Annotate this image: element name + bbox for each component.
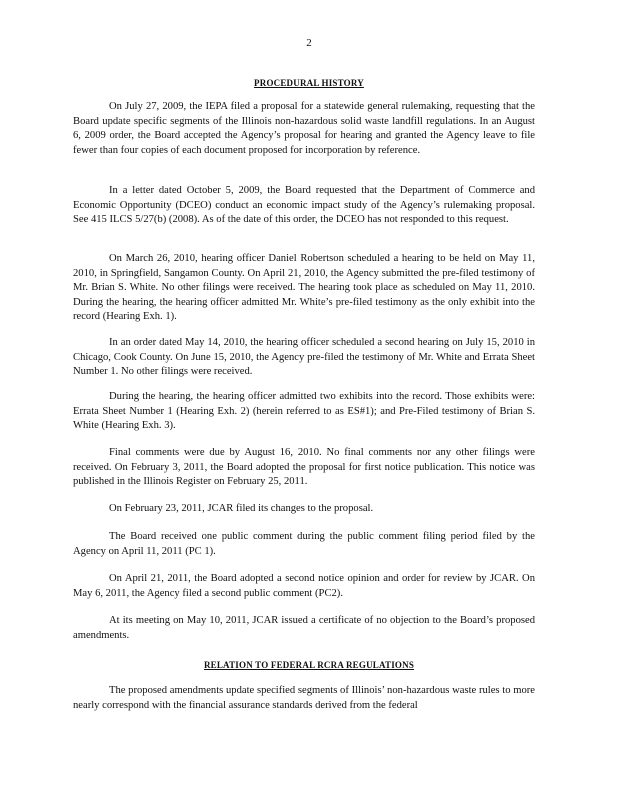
heading-text: PROCEDURAL HISTORY [254,78,364,88]
heading-text: RELATION TO FEDERAL RCRA REGULATIONS [203,660,415,670]
paragraph-text: In an order dated May 14, 2010, the hearing officer scheduled a second hearing on July 15, 2010 in Chicago, Cook County. On June 15, 2010, the Agency pre-filed the testimony of Mr. White and Errata Sheet Number 1. No other filings were received. [73,337,535,378]
paragraph-text: The proposed amendments update specified segments of Illinois’ non-hazardous waste rules to more nearly correspond with the financial assurance standards derived from the federal [73,685,535,711]
paragraph-8 [73,530,535,559]
paragraph-6 [73,446,535,490]
paragraph-1 [73,100,535,158]
page-number: 2 [306,37,312,49]
paragraph-text: During the hearing, the hearing officer admitted two exhibits into the record. Those exhibits were: Errata Sheet Number 1 (Hearing Exh. 2) (herein referred to as ES#1); and Pre-Filed testimony of Brian S. White (Hearing Exh. 3). [73,391,535,432]
paragraph-2 [73,184,535,228]
paragraph-3 [73,252,535,325]
paragraph-text: On April 21, 2011, the Board adopted a second notice opinion and order for review by JCAR. On May 6, 2011, the Agency filed a second public comment (PC2). [73,573,535,599]
paragraph-11 [73,684,535,713]
paragraph-text: On July 27, 2009, the IEPA filed a proposal for a statewide general rulemaking, requesting that the Board update specific segments of the Illinois non-hazardous solid waste landfill regulations. In an August 6, 2009 order, the Board accepted the Agency’s proposal for hearing and granted the Agency leave to file fewer than four copies of each document proposed for incorporation by reference. [73,101,535,156]
paragraph-text: In a letter dated October 5, 2009, the Board requested that the Department of Commerce and Economic Opportunity (DCEO) conduct an economic impact study of the Agency’s rulemaking proposal. See 415 ILCS 5/27(b) (2008). As of the date of this order, the DCEO has not responded to this request. [73,185,535,226]
paragraph-4 [73,336,535,380]
paragraph-text: At its meeting on May 10, 2011, JCAR issued a certificate of no objection to the Board’s proposed amendments. [73,615,535,641]
paragraph-7 [73,502,535,517]
section-heading-procedural-history [0,76,618,91]
paragraph-text: The Board received one public comment during the public comment filing period filed by the Agency on April 11, 2011 (PC 1). [73,531,535,557]
section-heading-relation-to-rcra [0,658,618,673]
paragraph-10 [73,614,535,643]
paragraph-9 [73,572,535,601]
paragraph-5 [73,390,535,434]
paragraph-text: On February 23, 2011, JCAR filed its changes to the proposal. [109,503,374,514]
paragraph-text: On March 26, 2010, hearing officer Daniel Robertson scheduled a hearing to be held on May 11, 2010, in Springfield, Sangamon County. On April 21, 2010, the Agency submitted the pre-filed testimony of Mr. Brian S. White. No other filings were received. The hearing took place as scheduled on May 11, 2010. During the hearing, the hearing officer admitted Mr. White’s pre-filed testimony as the only exhibit into the record (Hearing Exh. 1). [73,253,535,323]
paragraph-text: Final comments were due by August 16, 2010. No final comments nor any other filings were received. On February 3, 2011, the Board adopted the proposal for first notice publication. This notice was published in the Illinois Register on February 25, 2011. [73,447,535,488]
